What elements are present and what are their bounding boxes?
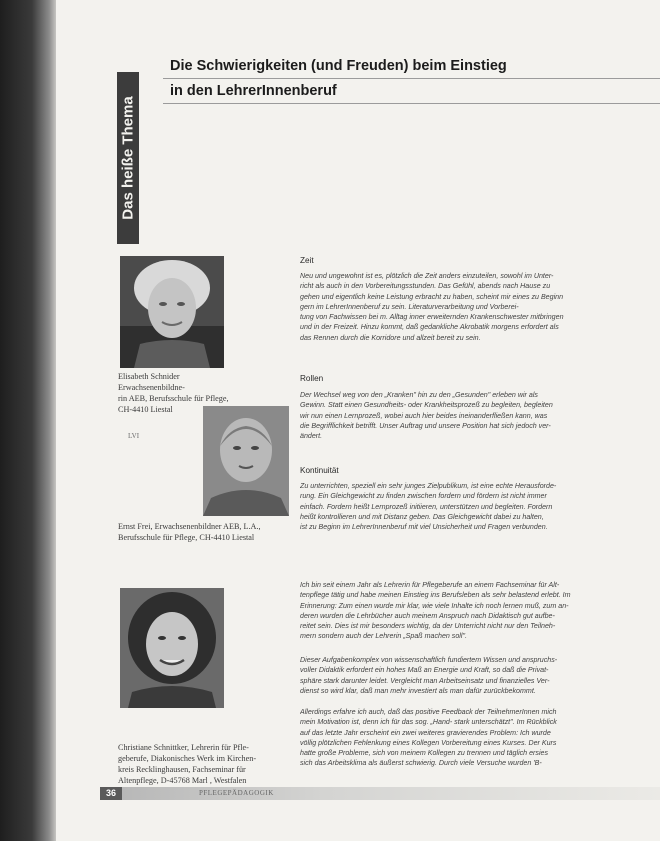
text-line: richt als auch in den Vorbereitungsstunden. Das Gefühl, abends nach Hause zu <box>300 282 551 291</box>
text-line: Neu und ungewohnt ist es, plötzlich die Zeit anders einzuteilen, sowohl im Unter- <box>300 272 554 280</box>
text-line: mein Motivation ist, denn ich für das sog. „Hand- stark unterschätzt". Im Rückblick <box>300 718 557 727</box>
section-label: Das heiße Thema <box>119 96 137 220</box>
text-line: ändert. <box>300 432 323 441</box>
caption-line: Elisabeth Schnider Erwachsenenbildne- <box>118 372 185 392</box>
text-line: sphäre stark darunter leidet. Vergleicht man Arbeitseinsatz und finanzielles Ver- <box>300 676 550 685</box>
text-line: deren wurden die Lehrbücher auch meinem Anspruch nach Didaktisch gut aufbe- <box>300 611 555 620</box>
title-line-2: in den LehrerInnenberuf <box>170 83 337 99</box>
text-line: Ich bin seit einem Jahr als Lehrerin für Pflegeberufe an einem Fachseminar für Alt- <box>300 581 560 589</box>
section-body-zeit <box>300 271 654 343</box>
caption-line: kreis Recklinghausen, Fachseminar für <box>118 765 246 774</box>
section-heading-kontinuitaet: Kontinuität <box>300 466 339 475</box>
publication-name: PFLEGEPÄDAGOGIK <box>199 789 274 797</box>
text-line: sich das Arbeitsklima als äußerst schwierig. Durch viele Versuche wurden 'B- <box>300 759 542 768</box>
text-line: auf das letzte Jahr erscheint ein zwei weiteres gravierendes Problem: Ich wurde <box>300 728 551 737</box>
text-line: mern sondern auch der Lehrerin „Spaß machen soll". <box>300 632 467 641</box>
portrait-photo-1 <box>120 256 224 368</box>
portrait-photo-2 <box>203 406 289 516</box>
caption-line: Christiane Schnittker, Lehrerin für Pfle- <box>118 743 249 752</box>
text-line: völlig plötzlichen Fehlenkung eines Kollegen Vorbereitung eines Kurses. Der Kurs <box>300 738 557 747</box>
text-line: hatte große Probleme, sich von meinem Kollegen zu trennen und täglich ersies <box>300 749 549 758</box>
caption-line: geberufe, Diakonisches Werk im Kirchen- <box>118 754 257 763</box>
text-line: gehen und eigentlich keine Leistung erbracht zu haben, scheint mir eines zu Beginn <box>300 292 564 301</box>
text-line: Dieser Aufgabenkomplex von wissenschaftlich fundiertem Wissen und anspruchs- <box>300 656 558 664</box>
text-line: gern im LehrerInnenberuf zu sein. Literaturverarbeitung und Vorberei- <box>300 302 519 311</box>
article2-paragraph-2 <box>300 655 654 696</box>
article-title <box>170 54 640 104</box>
footer-bar <box>100 787 660 800</box>
text-line: dienst so wird klar, daß man mehr investiert als man dafür zurückbekommt. <box>300 686 536 695</box>
section-heading-zeit: Zeit <box>300 256 314 265</box>
title-line-1: Die Schwierigkeiten (und Freuden) beim Einstieg <box>170 58 507 74</box>
article2-paragraph-3 <box>300 707 654 769</box>
text-line: Gewinn. Statt einen Gesundheits- oder Krankheitsprozeß zu begleiten, begleiten <box>300 401 553 410</box>
portrait-photo-3 <box>120 588 224 708</box>
text-line: Erinnerung: Zum einen wurde mir klar, wie viele Inhalte ich noch lernen muß, zum an- <box>300 601 569 610</box>
stray-mark: LVI <box>128 432 140 440</box>
caption-line: Ernst Frei, Erwachsenenbildner AEB, L.A., <box>118 522 261 531</box>
text-line: reitet sein. Dies ist mir besonders wichtig, da der Unterricht nicht nur den Teilneh- <box>300 622 556 631</box>
title-rule-bottom <box>163 103 660 104</box>
caption-2 <box>118 521 298 543</box>
text-line: tenpflege tätig und habe meinen Einstieg ins Berufsleben als sehr belastend erlebt. Im <box>300 591 571 600</box>
caption-line: rin AEB, Berufsschule für Pflege, <box>118 394 229 403</box>
text-line: voller Didaktik erfordert ein hohes Maß an Energie und Kraft, so daß die Privat- <box>300 666 549 675</box>
text-line: heißt kontrollieren und mit Distanz geben. Das Gleichgewicht dabei zu halten, <box>300 512 544 521</box>
title-rule <box>163 78 660 79</box>
section-heading-rollen: Rollen <box>300 374 324 383</box>
text-line: Zu unterrichten, speziell ein sehr junges Zielpublikum, ist eine echte Herausforde- <box>300 482 557 490</box>
text-line: Der Wechsel weg von den „Kranken" hin zu den „Gesunden" erleben wir als <box>300 391 538 399</box>
text-line: das Rennen durch die Korridore und allzeit bereit zu sein. <box>300 333 481 342</box>
book-spine <box>0 0 58 841</box>
caption-line: Berufsschule für Pflege, CH-4410 Liestal <box>118 533 255 542</box>
section-label-band <box>117 72 139 244</box>
section-body-rollen <box>300 390 654 441</box>
text-line: wir nun einen Lernprozeß, wobei auch hier beides ineinanderfließen kann, was <box>300 411 548 420</box>
section-body-kontinuitaet <box>300 481 654 532</box>
caption-3 <box>118 742 290 786</box>
page-number: 36 <box>100 787 122 800</box>
text-line: Allerdings erfahre ich auch, daß das positive Feedback der TeilnehmerInnen mich <box>300 708 557 716</box>
article2-paragraph-1 <box>300 580 654 642</box>
text-line: ist zu Beginn im LehrerInnenberuf mit viel Unsicherheit und Fragen verbunden. <box>300 523 548 532</box>
caption-line: CH-4410 Liestal <box>118 405 173 414</box>
text-line: tung von Fachwissen bei m. Alltag inner erweiternden Krankenschwester mitbringen <box>300 313 564 322</box>
text-line: und in der Freizeit. Hinzu kommt, daß gedankliche Akrobatik morgens erfordert als <box>300 323 559 332</box>
text-line: die Begrifflichkeit betrifft. Unser Auftrag und unsere Position hat sich jedoch ver- <box>300 421 551 430</box>
caption-line: Altenpflege, D-45768 Marl , Westfalen <box>118 776 247 785</box>
text-line: rung. Ein Gleichgewicht zu finden zwischen fordern und fördern ist nicht immer <box>300 492 547 501</box>
text-line: einfach. Fordern heißt Lernprozeß initiieren, unterstützen und begleiten. Fordern <box>300 502 553 511</box>
